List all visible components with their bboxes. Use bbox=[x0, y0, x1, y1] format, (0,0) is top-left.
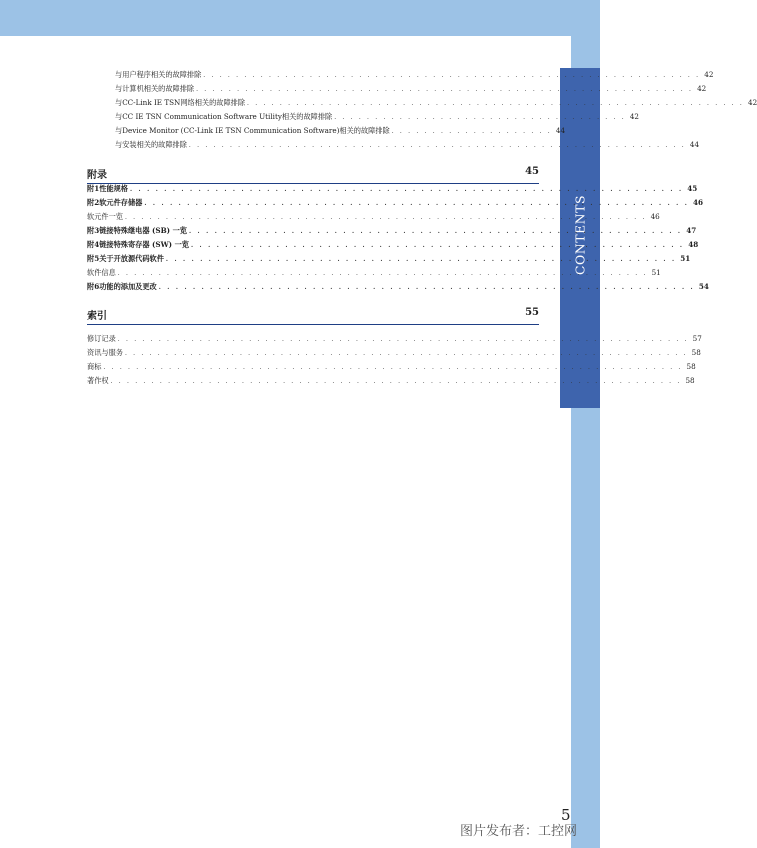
appendix-number: 附3 bbox=[87, 226, 100, 235]
toc-page: 57 bbox=[692, 334, 702, 343]
leader-dots: . . . . . . . . . . . . . . . . . . . . bbox=[391, 128, 552, 135]
leader-dots: . . . . . . . . . . . . . . . . . . . . . . . . . . . . . . . . . . . . . . . . . . . . . . . . . . . . . . . . . . . . . . . . . bbox=[129, 186, 684, 193]
index-page: 55 bbox=[525, 307, 539, 318]
toc-label: 关于开放源代码软件 bbox=[99, 254, 164, 263]
toc-label: 资讯与服务 bbox=[87, 348, 123, 357]
toc-label: 修订记录 bbox=[87, 334, 116, 343]
appendix-row[interactable] bbox=[87, 282, 709, 293]
toc-page: 46 bbox=[693, 198, 704, 207]
leader-dots: . . . . . . . . . . . . . . . . . . . . . . . . . . . . . . . . . . . . . . . . . . . . . . . . . . . . . . . . . . bbox=[188, 228, 683, 235]
index-row[interactable] bbox=[87, 362, 696, 373]
leader-dots: . . . . . . . . . . . . . . . . . . . . . . . . . . . . . . . . . . . . . . . . . . . . . . . . . . . . . . . . . . . . . bbox=[196, 86, 694, 93]
appendix-row[interactable] bbox=[87, 184, 698, 195]
toc-page: 42 bbox=[697, 84, 707, 93]
toc-label: 与CC IE TSN Communication Software Utility相关的故障排除 bbox=[115, 112, 333, 121]
toc-label: 软元件存储器 bbox=[99, 198, 143, 207]
leader-dots: . . . . . . . . . . . . . . . . . . . . . . . . . . . . . . . . . . . . . . . . . . . . . . . . . . . . . . . . . . . . . bbox=[203, 72, 701, 79]
toc-label: 链接特殊继电器 (SB) 一览 bbox=[99, 226, 187, 235]
appendix-number: 附2 bbox=[87, 198, 100, 207]
watermark-text: 图片发布者：工控网 bbox=[460, 824, 578, 839]
index-row[interactable] bbox=[87, 376, 695, 387]
toc-row[interactable] bbox=[115, 140, 700, 151]
toc-label: 性能规格 bbox=[99, 184, 128, 193]
leader-dots: . . . . . . . . . . . . . . . . . . . . . . . . . . . . . . . . . . . . . . . . . . . . . . . . . . . . . . . . . . . . bbox=[165, 256, 677, 263]
leader-dots: . . . . . . . . . . . . . . . . . . . . . . . . . . . . . . . . . . . . . . . . . . . . . . . . . . . . . . . . . . . . . . . . bbox=[144, 200, 690, 207]
toc-row[interactable] bbox=[115, 98, 757, 109]
toc-label: 链接特殊寄存器 (SW) 一览 bbox=[99, 240, 189, 249]
leader-dots: . . . . . . . . . . . . . . . . . . . . . . . . . . . . . . . . . . . . . . . . . . . . . . . . . . . . . . . . . . . . . . . . . bbox=[117, 270, 648, 277]
appendix-row[interactable] bbox=[87, 226, 697, 237]
toc-label: 与Device Monitor (CC-Link IE TSN Communication Software)相关的故障排除 bbox=[115, 126, 390, 135]
page-number: 5 bbox=[561, 806, 571, 824]
toc-row[interactable] bbox=[115, 112, 639, 123]
toc-page: 54 bbox=[698, 282, 709, 291]
toc-page: 58 bbox=[691, 348, 701, 357]
index-row[interactable] bbox=[87, 348, 701, 359]
toc-page: 42 bbox=[629, 112, 639, 121]
toc-page: 42 bbox=[704, 70, 714, 79]
leader-dots: . . . . . . . . . . . . . . . . . . . . . . . . . . . . . . . . . . . . . . . . . . . . . . . . . . . . . . . . . . . . . bbox=[188, 142, 686, 149]
index-row[interactable] bbox=[87, 334, 702, 345]
appendix-row[interactable] bbox=[87, 198, 704, 209]
toc-page: 58 bbox=[686, 362, 696, 371]
leader-dots: . . . . . . . . . . . . . . . . . . . . . . . . . . . . . . . . . . . . . . . . . . . . . . . . . . . . . . . . . . . . . . . . bbox=[124, 214, 647, 221]
toc-label: 著作权 bbox=[87, 376, 109, 385]
toc-page: 51 bbox=[680, 254, 691, 263]
toc-row[interactable] bbox=[115, 126, 566, 137]
toc-label: 与CC-Link IE TSN网络相关的故障排除 bbox=[115, 98, 246, 107]
leader-dots: . . . . . . . . . . . . . . . . . . . . . . . . . . . . . . . . . . . . . . . . . . . . . . . . . . . . . . . . . . . . . . . bbox=[158, 284, 695, 291]
toc-label: 软件信息 bbox=[87, 268, 116, 277]
toc-page: 58 bbox=[685, 376, 695, 385]
leader-dots: . . . . . . . . . . . . . . . . . . . . . . . . . . . . . . . . . . . . . . . . . . . . . . . . . . . . . . . . . . . . . . . . . . . . . . . bbox=[103, 364, 683, 371]
leader-dots: . . . . . . . . . . . . . . . . . . . . . . . . . . . . . . . . . . . . . . . . . . . . . . . . . . . . . . . . . . . . . bbox=[247, 100, 745, 107]
toc-row[interactable] bbox=[115, 70, 714, 81]
appendix-number: 附4 bbox=[87, 240, 100, 249]
toc-page: 44 bbox=[689, 140, 700, 149]
appendix-number: 附5 bbox=[87, 254, 100, 263]
index-heading[interactable] bbox=[87, 307, 539, 325]
toc-page: 46 bbox=[650, 212, 660, 221]
toc-label: 软元件一览 bbox=[87, 212, 123, 221]
leader-dots: . . . . . . . . . . . . . . . . . . . . . . . . . . . . . . . . . . . . . . . . . . . . . . . . . . . . . . . . . . bbox=[190, 242, 685, 249]
toc-label: 与用户程序相关的故障排除 bbox=[115, 70, 202, 79]
leader-dots: . . . . . . . . . . . . . . . . . . . . . . . . . . . . . . . . . . . . . . . . . . . . . . . . . . . . . . . . . . . . . . . . . . . . . . bbox=[110, 378, 682, 385]
toc-label: 与安装相关的故障排除 bbox=[115, 140, 187, 149]
appendix-number: 附6 bbox=[87, 282, 100, 291]
contents-tab-label: CONTENTS bbox=[572, 194, 588, 276]
toc-page: 48 bbox=[688, 240, 699, 249]
leader-dots: . . . . . . . . . . . . . . . . . . . . . . . . . . . . . . . . . . . . bbox=[334, 114, 626, 121]
toc-page: 47 bbox=[686, 226, 697, 235]
appendix-title: 附录 bbox=[87, 170, 107, 181]
index-title: 索引 bbox=[87, 311, 107, 322]
toc-page: 51 bbox=[651, 268, 661, 277]
leader-dots: . . . . . . . . . . . . . . . . . . . . . . . . . . . . . . . . . . . . . . . . . . . . . . . . . . . . . . . . . . . . . . . . . . . . . bbox=[124, 350, 688, 357]
appendix-heading[interactable] bbox=[87, 166, 539, 184]
toc-label: 与计算机相关的故障排除 bbox=[115, 84, 195, 93]
appendix-page: 45 bbox=[525, 166, 539, 177]
toc-page: 44 bbox=[555, 126, 566, 135]
toc-label: 商标 bbox=[87, 362, 102, 371]
toc-label: 功能的添加及更改 bbox=[99, 282, 157, 291]
appendix-row[interactable] bbox=[87, 268, 661, 279]
toc-page: 45 bbox=[687, 184, 698, 193]
leader-dots: . . . . . . . . . . . . . . . . . . . . . . . . . . . . . . . . . . . . . . . . . . . . . . . . . . . . . . . . . . . . . . . . . . . . . . bbox=[117, 336, 689, 343]
appendix-number: 附1 bbox=[87, 184, 100, 193]
appendix-row[interactable] bbox=[87, 254, 691, 265]
toc-row[interactable] bbox=[115, 84, 707, 95]
appendix-row[interactable] bbox=[87, 212, 660, 223]
toc-page: 42 bbox=[748, 98, 757, 107]
appendix-row[interactable] bbox=[87, 240, 699, 251]
